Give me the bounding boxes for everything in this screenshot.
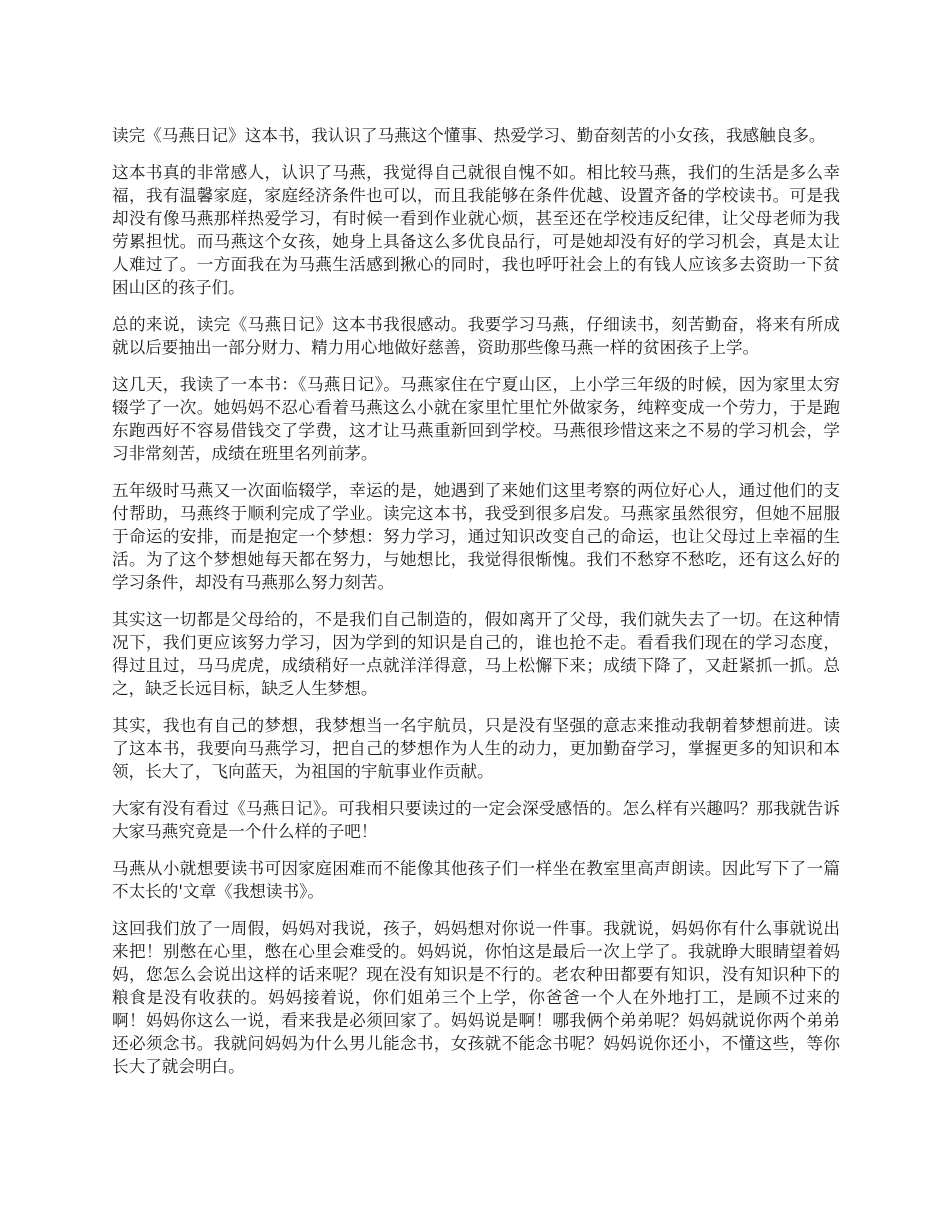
- document-body: [112, 124, 840, 1092]
- paragraph-2: 这本书真的非常感人，认识了马燕，我觉得自己就很自愧不如。相比较马燕，我们的生活是多么幸福，我有温馨家庭，家庭经济条件也可以，而且我能够在条件优越、设置齐备的学校读书。可是我却没有像马燕那样热爱学习，有时候一看到作业就心烦，甚至还在学校违反纪律，让父母老师为我劳累担忧。而马燕这个女孩，她身上具备这么多优良品行，可是她却没有好的学习机会，真是太让人难过了。一方面我在为马燕生活感到揪心的同时，我也呼吁社会上的有钱人应该多去资助一下贫困山区的孩子们。: [112, 163, 840, 297]
- paragraph-7: 其实，我也有自己的梦想，我梦想当一名宇航员，只是没有坚强的意志来推动我朝着梦想前进。读了这本书，我要向马燕学习，把自己的梦想作为人生的动力，更加勤奋学习，掌握更多的知识和本领，长大了，飞向蓝天，为祖国的宇航事业作贡献。: [112, 716, 840, 781]
- paragraph-1: 读完《马燕日记》这本书，我认识了马燕这个懂事、热爱学习、勤奋刻苦的小女孩，我感触良多。: [112, 126, 826, 145]
- paragraph-9: 马燕从小就想要读书可因家庭困难而不能像其他孩子们一样坐在教室里高声朗读。因此写下了一篇不太长的'文章《我想读书》。: [112, 859, 840, 901]
- paragraph-3: 总的来说，读完《马燕日记》这本书我很感动。我要学习马燕，仔细读书，刻苦勤奋，将来有所成就以后要抽出一部分财力、精力用心地做好慈善，资助那些像马燕一样的贫困孩子上学。: [112, 315, 840, 357]
- paragraph-5: 五年级时马燕又一次面临辍学，幸运的是，她遇到了来她们这里考察的两位好心人，通过他们的支付帮助，马燕终于顺利完成了学业。读完这本书，我受到很多启发。马燕家虽然很穷，但她不屈服于命运的安排，而是抱定一个梦想：努力学习，通过知识改变自己的命运，也让父母过上幸福的生活。为了这个梦想她每天都在努力，与她想比，我觉得很惭愧。我们不愁穿不愁吃，还有这么好的学习条件，却没有马燕那么努力刻苦。: [112, 481, 840, 592]
- paragraph-4: 这几天，我读了一本书：《马燕日记》。马燕家住在宁夏山区，上小学三年级的时候，因为家里太穷辍学了一次。她妈妈不忍心看着马燕这么小就在家里忙里忙外做家务，纯粹变成一个劳力，于是跑东跑西好不容易借钱交了学费，这才让马燕重新回到学校。马燕很珍惜这来之不易的学习机会，学习非常刻苦，成绩在班里名列前茅。: [112, 375, 840, 463]
- paragraph-8: 大家有没有看过《马燕日记》。可我相只要读过的一定会深受感悟的。怎么样有兴趣吗？那我就告诉大家马燕究竟是一个什么样的子吧！: [112, 799, 840, 841]
- paragraph-10: 这回我们放了一周假，妈妈对我说，孩子，妈妈想对你说一件事。我就说，妈妈你有什么事就说出来把！别憋在心里，憋在心里会难受的。妈妈说，你怕这是最后一次上学了。我就睁大眼睛望着妈妈，您怎么会说出这样的话来呢？现在没有知识是不行的。老农种田都要有知识，没有知识种下的粮食是没有收获的。妈妈接着说，你们姐弟三个上学，你爸爸一个人在外地打工，是顾不过来的啊！妈妈你这么一说，看来我是必须回家了。妈妈说是啊！哪我俩个弟弟呢？妈妈就说你两个弟弟还必须念书。我就问妈妈为什么男儿能念书，女孩就不能念书呢？妈妈说你还小，不懂这些，等你长大了就会明白。: [112, 919, 840, 1076]
- paragraph-6: 其实这一切都是父母给的，不是我们自己制造的，假如离开了父母，我们就失去了一切。在这种情况下，我们更应该努力学习，因为学到的知识是自己的，谁也抢不走。看看我们现在的学习态度，得过且过，马马虎虎，成绩稍好一点就洋洋得意，马上松懈下来；成绩下降了，又赶紧抓一抓。总之，缺乏长远目标，缺乏人生梦想。: [112, 610, 840, 698]
